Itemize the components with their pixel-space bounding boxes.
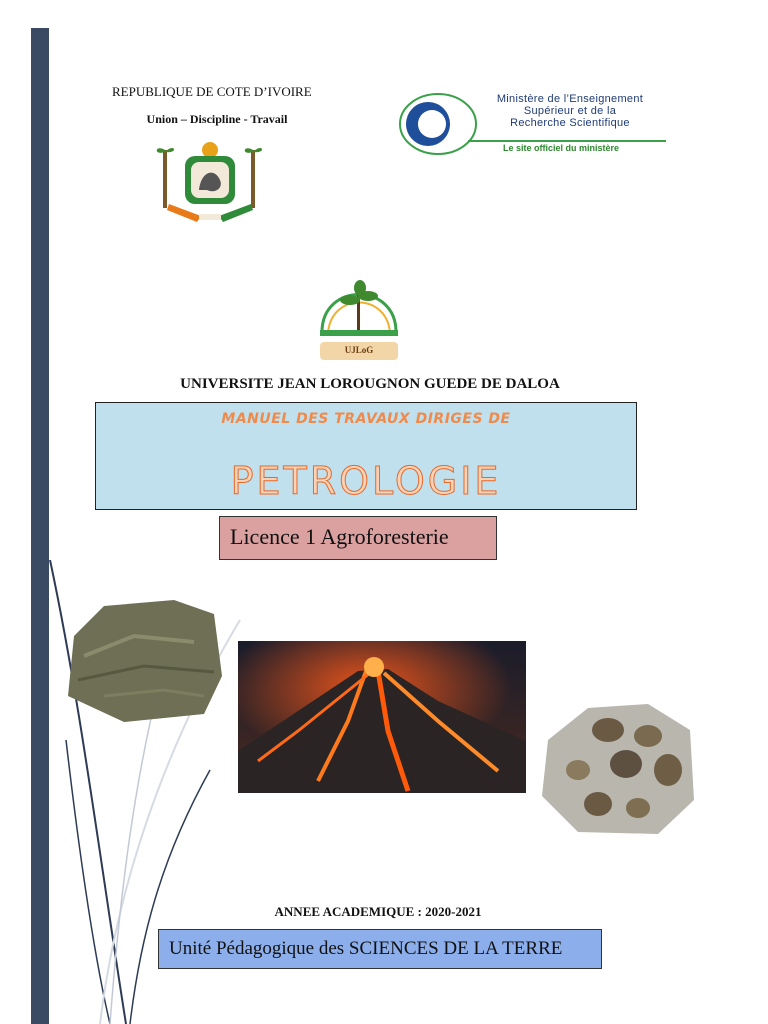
main-title: PETROLOGIE — [230, 459, 502, 503]
title-box — [95, 402, 637, 510]
conglomerate-rock-image — [538, 700, 698, 838]
university-logo-label: UJLoG — [344, 345, 374, 355]
manual-subtitle: MANUEL DES TRAVAUX DIRIGES DE — [221, 411, 511, 427]
country-name: REPUBLIQUE DE COTE D’IVOIRE — [112, 84, 312, 99]
university-name: UNIVERSITE JEAN LOROUGNON GUEDE DE DALOA — [180, 376, 560, 392]
teaching-unit-label: Unité Pédagogique des SCIENCES DE LA TERRE — [158, 929, 602, 969]
national-motto: Union – Discipline - Travail — [146, 112, 288, 126]
national-coat-of-arms-emblem — [155, 138, 265, 224]
academic-year: ANNEE ACADEMIQUE : 2020-2021 — [274, 904, 482, 919]
ministry-name: Ministère de l’Enseignement Supérieur et de la Recherche Scientifique — [496, 93, 644, 129]
licence-label: Licence 1 Agroforesterie — [219, 516, 497, 560]
erupting-volcano-image — [238, 641, 526, 793]
rock-sample-left-image — [64, 596, 224, 724]
ministry-site-tagline: Le site officiel du ministère — [502, 143, 620, 153]
